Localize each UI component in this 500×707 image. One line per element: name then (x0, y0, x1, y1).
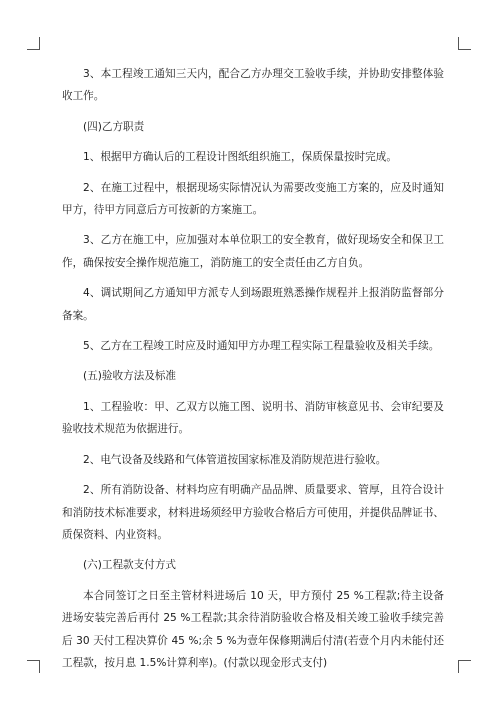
paragraph-item-3b: 3、乙方在施工中，应加强对本单位职工的安全教育，做好现场安全和保卫工作，确保按安全操作规范施工，消防施工的安全责任由乙方自负。 (62, 234, 444, 269)
paragraph-item-3: 3、本工程竣工通知三天内，配合乙方办理交工验收手续，并协助安排整体验收工作。 (62, 68, 444, 103)
paragraph-item-4: 4、调试期间乙方通知甲方派专人到场跟班熟悉操作规程并上报消防监督部分备案。 (62, 287, 444, 322)
section-heading-payment: (六)工程款支付方式 (83, 559, 177, 572)
paragraph-item-1: 1、根据甲方确认后的工程设计图纸组织施工，保质保量按时完成。 (83, 151, 397, 164)
section-heading-party-b-duties: (四)乙方职责 (83, 120, 145, 133)
paragraph-payment: 本合同签订之日至主管材料进场后 10 天，甲方预付 25 %工程款;待主设备进场安装完善后再付 25 %工程款;其余待消防验收合格及相关竣工验收手续完善后 30 天付工程决算价 45 %;余 5 %为壹年保修期满后付清(若壹个月内未能付还工程款，按月息 1.5%计算利率)。(付款以现金形式支付) (62, 589, 444, 669)
paragraph-acceptance-2: 2、电气设备及线路和气体管道按国家标准及消防规范进行验收。 (83, 453, 387, 466)
document-body (62, 63, 444, 682)
crop-mark-top-right (458, 37, 471, 50)
crop-mark-bottom-left (27, 660, 40, 673)
crop-mark-top-left (27, 37, 40, 50)
section-heading-acceptance: (五)验收方法及标准 (83, 370, 177, 383)
paragraph-acceptance-2b: 2、所有消防设备、材料均应有明确产品品牌、质量要求、管厚，且符合设计和消防技术标准要求，材料进场须经甲方验收合格后方可使用，并提供品牌证书、质保资料、内业资料。 (62, 484, 444, 541)
paragraph-item-5: 5、乙方在工程竣工时应及时通知甲方办理工程实际工程量验收及相关手续。 (83, 340, 440, 353)
paragraph-acceptance-1: 1、工程验收：甲、乙双方以施工图、说明书、消防审核意见书、会审纪要及验收技术规范为依据进行。 (62, 400, 444, 436)
crop-mark-bottom-right (458, 660, 471, 673)
paragraph-item-2: 2、在施工过程中，根据现场实际情况认为需要改变施工方案的，应及时通知甲方，待甲方同意后方可按新的方案施工。 (62, 181, 444, 217)
